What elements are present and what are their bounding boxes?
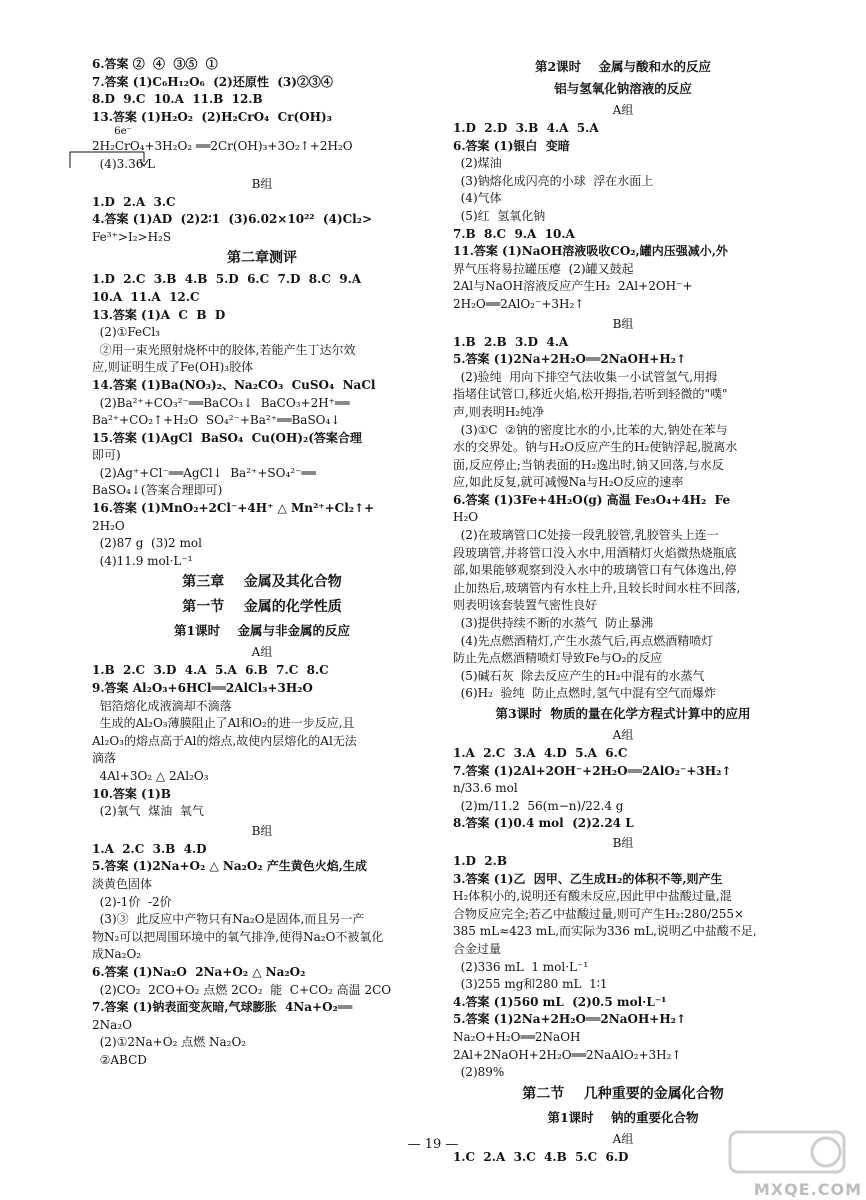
- right-line: 应,如此反复,就可减慢Na与H₂O反应的速率: [453, 475, 684, 490]
- right-line: 8.答案 (1)0.4 mol (2)2.24 L: [453, 816, 634, 831]
- right-line: 1.D 2.B: [453, 853, 507, 868]
- left-line: Ba²⁺+CO₂↑+H₂O SO₄²⁻+Ba²⁺══BaSO₄↓: [92, 413, 341, 428]
- right-line: 1.A 2.C 3.A 4.D 5.A 6.C: [453, 746, 628, 760]
- right-line: 合物反应完全;若乙中盐酸过量,则可产生H₂:280/255×: [453, 906, 745, 921]
- right-line: (3)钠熔化成闪亮的小球 浮在水面上: [453, 173, 654, 188]
- right-line: 防止先点燃酒精喷灯导致Fe与O₂的反应: [453, 651, 663, 666]
- right-line: 2Al与NaOH溶液反应产生H₂ 2Al+2OH⁻+: [453, 279, 693, 294]
- left-line: 10.A 11.A 12.C: [92, 289, 200, 304]
- right-line: (4)先点燃酒精灯,产生水蒸气后,再点燃酒精喷灯: [453, 633, 714, 648]
- left-line: 13.答案 (1)H₂O₂ (2)H₂CrO₄ Cr(OH)₃: [92, 109, 332, 124]
- right-line: 2Al+2NaOH+2H₂O══2NaAlO₂+3H₂↑: [453, 1047, 682, 1062]
- left-line: B组: [251, 823, 273, 838]
- left-line: 14.答案 (1)Ba(NO₃)₂、Na₂CO₃ CuSO₄ NaCl: [92, 377, 376, 392]
- left-line: 6e⁻: [92, 126, 132, 138]
- left-line: (2)氧气 煤油 氧气: [92, 804, 204, 819]
- right-line: (2)m/11.2 56(m−n)/22.4 g: [453, 798, 624, 813]
- left-line: 第二章测评: [227, 250, 297, 267]
- right-line: n/33.6 mol: [453, 781, 518, 796]
- left-line: (4)3.36 L: [92, 156, 156, 171]
- left-line: (2)①FeCl₃: [92, 325, 160, 340]
- left-line: 13.答案 (1)A C B D: [92, 307, 226, 322]
- right-line: 5.答案 (1)2Na+2H₂O══2NaOH+H₂↑: [453, 352, 686, 367]
- right-line: 声,则表明H₂纯净: [453, 404, 545, 419]
- right-line: 部,如果能够观察到没入水中的玻璃管口有气体逸出,停: [453, 563, 737, 578]
- right-line: 1.B 2.B 3.D 4.A: [453, 334, 569, 349]
- left-line: 第一节 金属的化学性质: [182, 599, 342, 616]
- left-line: Al₂O₃的熔点高于Al的熔点,故使内层熔化的Al无法: [92, 733, 357, 748]
- right-line: 2H₂O══2AlO₂⁻+3H₂↑: [453, 296, 585, 311]
- left-line: 6.答案 ② ④ ③⑤ ①: [92, 57, 218, 71]
- left-column: [92, 56, 432, 1070]
- left-line: (2)CO₂ 2CO+O₂ 点燃 2CO₂ 能 C+CO₂ 高温 2CO: [92, 982, 392, 997]
- left-line: 成Na₂O₂: [92, 947, 142, 962]
- watermark-text: MXQE.COM: [753, 1180, 862, 1199]
- right-line: 1.D 2.D 3.B 4.A 5.A: [453, 121, 599, 135]
- left-line: Fe³⁺>I₂>H₂S: [92, 229, 172, 244]
- left-line: BaSO₄↓(答案合理即可): [92, 483, 223, 498]
- left-line: 6.答案 (1)Na₂O 2Na+O₂ △ Na₂O₂: [92, 964, 306, 979]
- right-column: [453, 56, 793, 1166]
- left-line: 10.答案 (1)B: [92, 786, 171, 801]
- right-line: A组: [612, 1131, 634, 1146]
- left-line: A组: [251, 645, 273, 660]
- right-line: 止加热后,玻璃管内有水柱上升,且较长时间水柱不回落,: [453, 580, 741, 595]
- left-line: 第1课时 金属与非金属的反应: [173, 623, 351, 639]
- right-line: 3.答案 (1)乙 因甲、乙生成H₂的体积不等,则产生: [453, 871, 723, 886]
- right-line: (2)验纯 用向下排空气法收集一小试管氢气,用拇: [453, 369, 718, 384]
- right-line: (2)89%: [453, 1065, 505, 1080]
- left-line: 5.答案 (1)2Na+O₂ △ Na₂O₂ 产生黄色火焰,生成: [92, 859, 367, 874]
- left-line: 物N₂可以把周围环境中的氧气排净,使得Na₂O不被氧化: [92, 929, 384, 944]
- right-line: 段玻璃管,并将管口没入水中,用酒精灯火焰微热烧瓶底: [453, 545, 737, 560]
- right-line: (2)在玻璃管口C处接一段乳胶管,乳胶管头上连一: [453, 528, 719, 543]
- left-line: 1.A 2.C 3.B 4.D: [92, 841, 207, 856]
- left-line: 8.D 9.C 10.A 11.B 12.B: [92, 92, 263, 107]
- right-line: H₂体积小的,说明还有酸未反应,因此甲中盐酸过量,混: [453, 889, 732, 904]
- left-line: 9.答案 Al₂O₃+6HCl══2AlCl₃+3H₂O: [92, 681, 313, 696]
- left-line: 2H₂CrO₄+3H₂O₂ ══2Cr(OH)₃+3O₂↑+2H₂O: [92, 139, 353, 154]
- right-line: 第2课时 金属与酸和水的反应: [534, 59, 712, 74]
- left-line: 2H₂O: [92, 518, 125, 533]
- left-line: (4)11.9 mol·L⁻¹: [92, 553, 193, 568]
- right-line: 第1课时 钠的重要化合物: [547, 1109, 699, 1125]
- right-line: (5)红 氢氧化钠: [453, 208, 546, 223]
- right-line: (3)①C ②钠的密度比水的小,比苯的大,钠处在苯与: [453, 422, 728, 437]
- left-line: (2)87 g (3)2 mol: [92, 536, 202, 551]
- right-line: 水的交界处。钠与H₂O反应产生的H₂使钠浮起,脱离水: [453, 440, 738, 455]
- left-line: 1.D 2.A 3.C: [92, 194, 176, 209]
- left-line: 即可): [92, 448, 121, 463]
- left-line: 生成的Al₂O₃薄膜阻止了Al和O₂的进一步反应,且: [92, 716, 355, 731]
- right-line: 第3课时 物质的量在化学方程式计算中的应用: [495, 706, 751, 721]
- page-number: — 19 —: [407, 1137, 459, 1152]
- electron-transfer-arrow-icon: [68, 148, 148, 170]
- left-line: ②ABCD: [92, 1052, 147, 1067]
- right-line: 铝与氢氧化钠溶液的反应: [554, 81, 692, 96]
- left-line: 铝箔熔化成液滴却不滴落: [92, 698, 232, 713]
- left-line: 4.答案 (1)AD (2)2∶1 (3)6.02×10²² (4)Cl₂>: [92, 212, 373, 227]
- left-line: 滴落: [92, 751, 117, 766]
- right-line: 4.答案 (1)560 mL (2)0.5 mol·L⁻¹: [453, 994, 667, 1009]
- right-line: (5)碱石灰 除去反应产生的H₂中混有的水蒸气: [453, 668, 705, 683]
- left-line: (2)Ag⁺+Cl⁻══AgCl↓ Ba²⁺+SO₄²⁻══: [92, 465, 316, 480]
- left-line: 7.答案 (1)C₆H₁₂O₆ (2)还原性 (3)②③④: [92, 74, 333, 89]
- right-line: 5.答案 (1)2Na+2H₂O══2NaOH+H₂↑: [453, 1012, 686, 1027]
- right-line: (4)气体: [453, 191, 502, 206]
- right-line: H₂O: [453, 510, 479, 525]
- right-line: 界气压将易拉罐压瘪 (2)罐又鼓起: [453, 261, 634, 276]
- right-line: 385 mL≈423 mL,而实际为336 mL,说明乙中盐酸不足,: [453, 924, 757, 939]
- right-line: (2)336 mL 1 mol·L⁻¹: [453, 959, 589, 974]
- right-line: 6.答案 (1)银白 变暗: [453, 138, 570, 153]
- right-line: 1.C 2.A 3.C 4.B 5.C 6.D: [453, 1149, 629, 1164]
- right-line: 7.B 8.C 9.A 10.A: [453, 226, 575, 241]
- right-line: 11.答案 (1)NaOH溶液吸收CO₂,罐内压强减小,外: [453, 244, 728, 259]
- left-line: 1.B 2.C 3.D 4.A 5.A 6.B 7.C 8.C: [92, 663, 329, 678]
- left-line: 第三章 金属及其化合物: [182, 574, 342, 591]
- left-line: (2)①2Na+O₂ 点燃 Na₂O₂: [92, 1035, 247, 1050]
- left-line: 7.答案 (1)钠表面变灰暗,气球膨胀 4Na+O₂══: [92, 1000, 353, 1015]
- left-line: 2Na₂O: [92, 1017, 132, 1032]
- right-line: 合金过量: [453, 941, 502, 956]
- right-line: B组: [612, 835, 634, 850]
- right-line: 面,反应停止;当钠表面的H₂逸出时,钠又回落,与水反: [453, 457, 724, 472]
- left-line: (2)Ba²⁺+CO₃²⁻══BaCO₃↓ BaCO₃+2H⁺══: [92, 395, 350, 410]
- right-line: A组: [612, 728, 634, 742]
- left-line: 16.答案 (1)MnO₂+2Cl⁻+4H⁺ △ Mn²⁺+Cl₂↑+: [92, 501, 375, 516]
- left-line: B组: [251, 176, 273, 191]
- right-line: A组: [612, 103, 634, 117]
- right-line: (3)提供持续不断的水蒸气 防止暴沸: [453, 616, 654, 631]
- right-line: B组: [612, 316, 634, 331]
- left-line: ②用一束光照射烧杯中的胶体,若能产生丁达尔效: [92, 342, 356, 357]
- right-line: (6)H₂ 验纯 防止点燃时,氢气中混有空气而爆炸: [453, 686, 716, 701]
- right-line: (3)255 mg和280 mL 1∶1: [453, 977, 608, 992]
- left-line: (3)③ 此反应中产物只有Na₂O是固体,而且另一产: [92, 912, 365, 927]
- left-line: 4Al+3O₂ △ 2Al₂O₃: [92, 769, 209, 783]
- left-line: 15.答案 (1)AgCl BaSO₄ Cu(OH)₂(答案合理: [92, 430, 362, 445]
- left-line: 1.D 2.C 3.B 4.B 5.D 6.C 7.D 8.C 9.A: [92, 272, 362, 287]
- left-line: 应,则证明生成了Fe(OH)₃胶体: [92, 360, 254, 375]
- right-line: 第二节 几种重要的金属化合物: [522, 1085, 724, 1102]
- right-line: 则表明该套装置气密性良好: [453, 598, 598, 613]
- right-line: (2)煤油: [453, 156, 502, 171]
- right-line: 6.答案 (1)3Fe+4H₂O(g) 高温 Fe₃O₄+4H₂ Fe: [453, 492, 731, 507]
- left-line: 淡黄色固体: [92, 876, 153, 891]
- right-line: 7.答案 (1)2Al+2OH⁻+2H₂O══2AlO₂⁻+3H₂↑: [453, 763, 732, 778]
- left-line: (2)-1价 -2价: [92, 894, 172, 909]
- right-line: Na₂O+H₂O══2NaOH: [453, 1029, 581, 1044]
- right-line: 指堵住试管口,移近火焰,松开拇指,若听到轻微的"噗": [453, 387, 728, 402]
